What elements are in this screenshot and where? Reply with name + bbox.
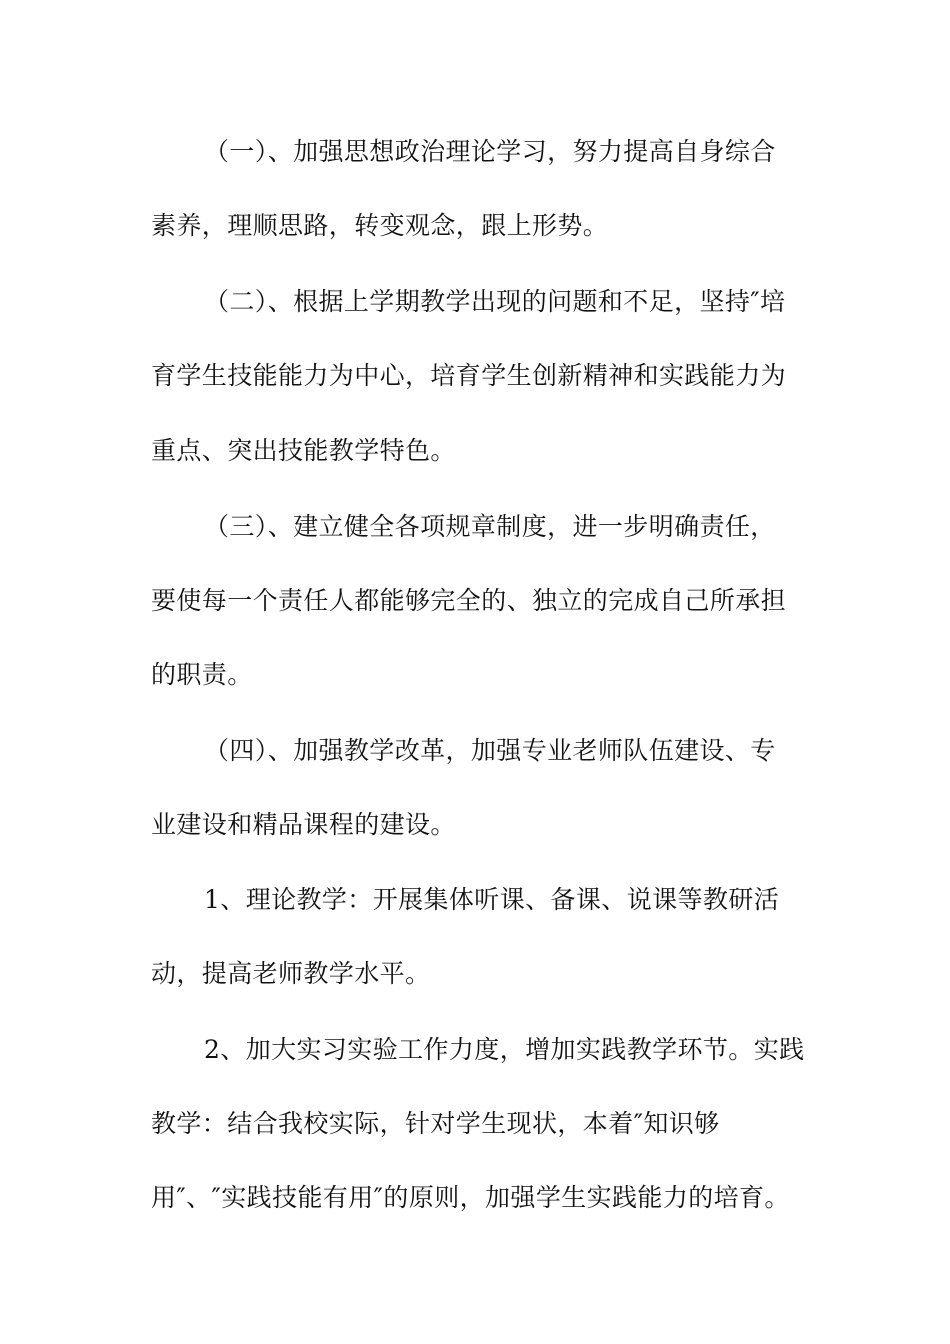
paragraph-6-line-2: 教学：结合我校实际，针对学生现状，本着″知识够 — [151, 1109, 720, 1138]
paragraph-2-line-2: 育学生技能能力为中心，培育学生创新精神和实践能力为 — [151, 361, 787, 390]
paragraph-1-line-1: （一）、加强思想政治理论学习，努力提高自身综合 — [204, 137, 776, 166]
paragraph-6-line-1: 2、加大实习实验工作力度，增加实践教学环节。实践 — [204, 1035, 805, 1064]
paragraph-3-line-1: （三）、建立健全各项规章制度，进一步明确责任， — [204, 512, 776, 541]
paragraph-2-line-3: 重点、突出技能教学特色。 — [151, 436, 456, 465]
paragraph-2-line-1: （二）、根据上学期教学出现的问题和不足，坚持″培 — [204, 287, 786, 316]
paragraph-4-line-2: 业建设和精品课程的建设。 — [151, 810, 456, 839]
paragraph-5-line-1: 1、理论教学：开展集体听课、备课、说课等教研活 — [204, 885, 780, 914]
paragraph-3-line-3: 的职责。 — [151, 660, 253, 689]
paragraph-6-line-3: 用″、″实践技能有用″的原则，加强学生实践能力的培育。 — [151, 1183, 790, 1212]
paragraph-1-line-2: 素养，理顺思路，转变观念，跟上形势。 — [151, 211, 609, 240]
paragraph-3-line-2: 要使每一个责任人都能够完全的、独立的完成自己所承担 — [151, 586, 787, 615]
paragraph-5-line-2: 动，提高老师教学水平。 — [151, 959, 431, 988]
paragraph-4-line-1: （四）、加强教学改革，加强专业老师队伍建设、专 — [204, 736, 776, 765]
